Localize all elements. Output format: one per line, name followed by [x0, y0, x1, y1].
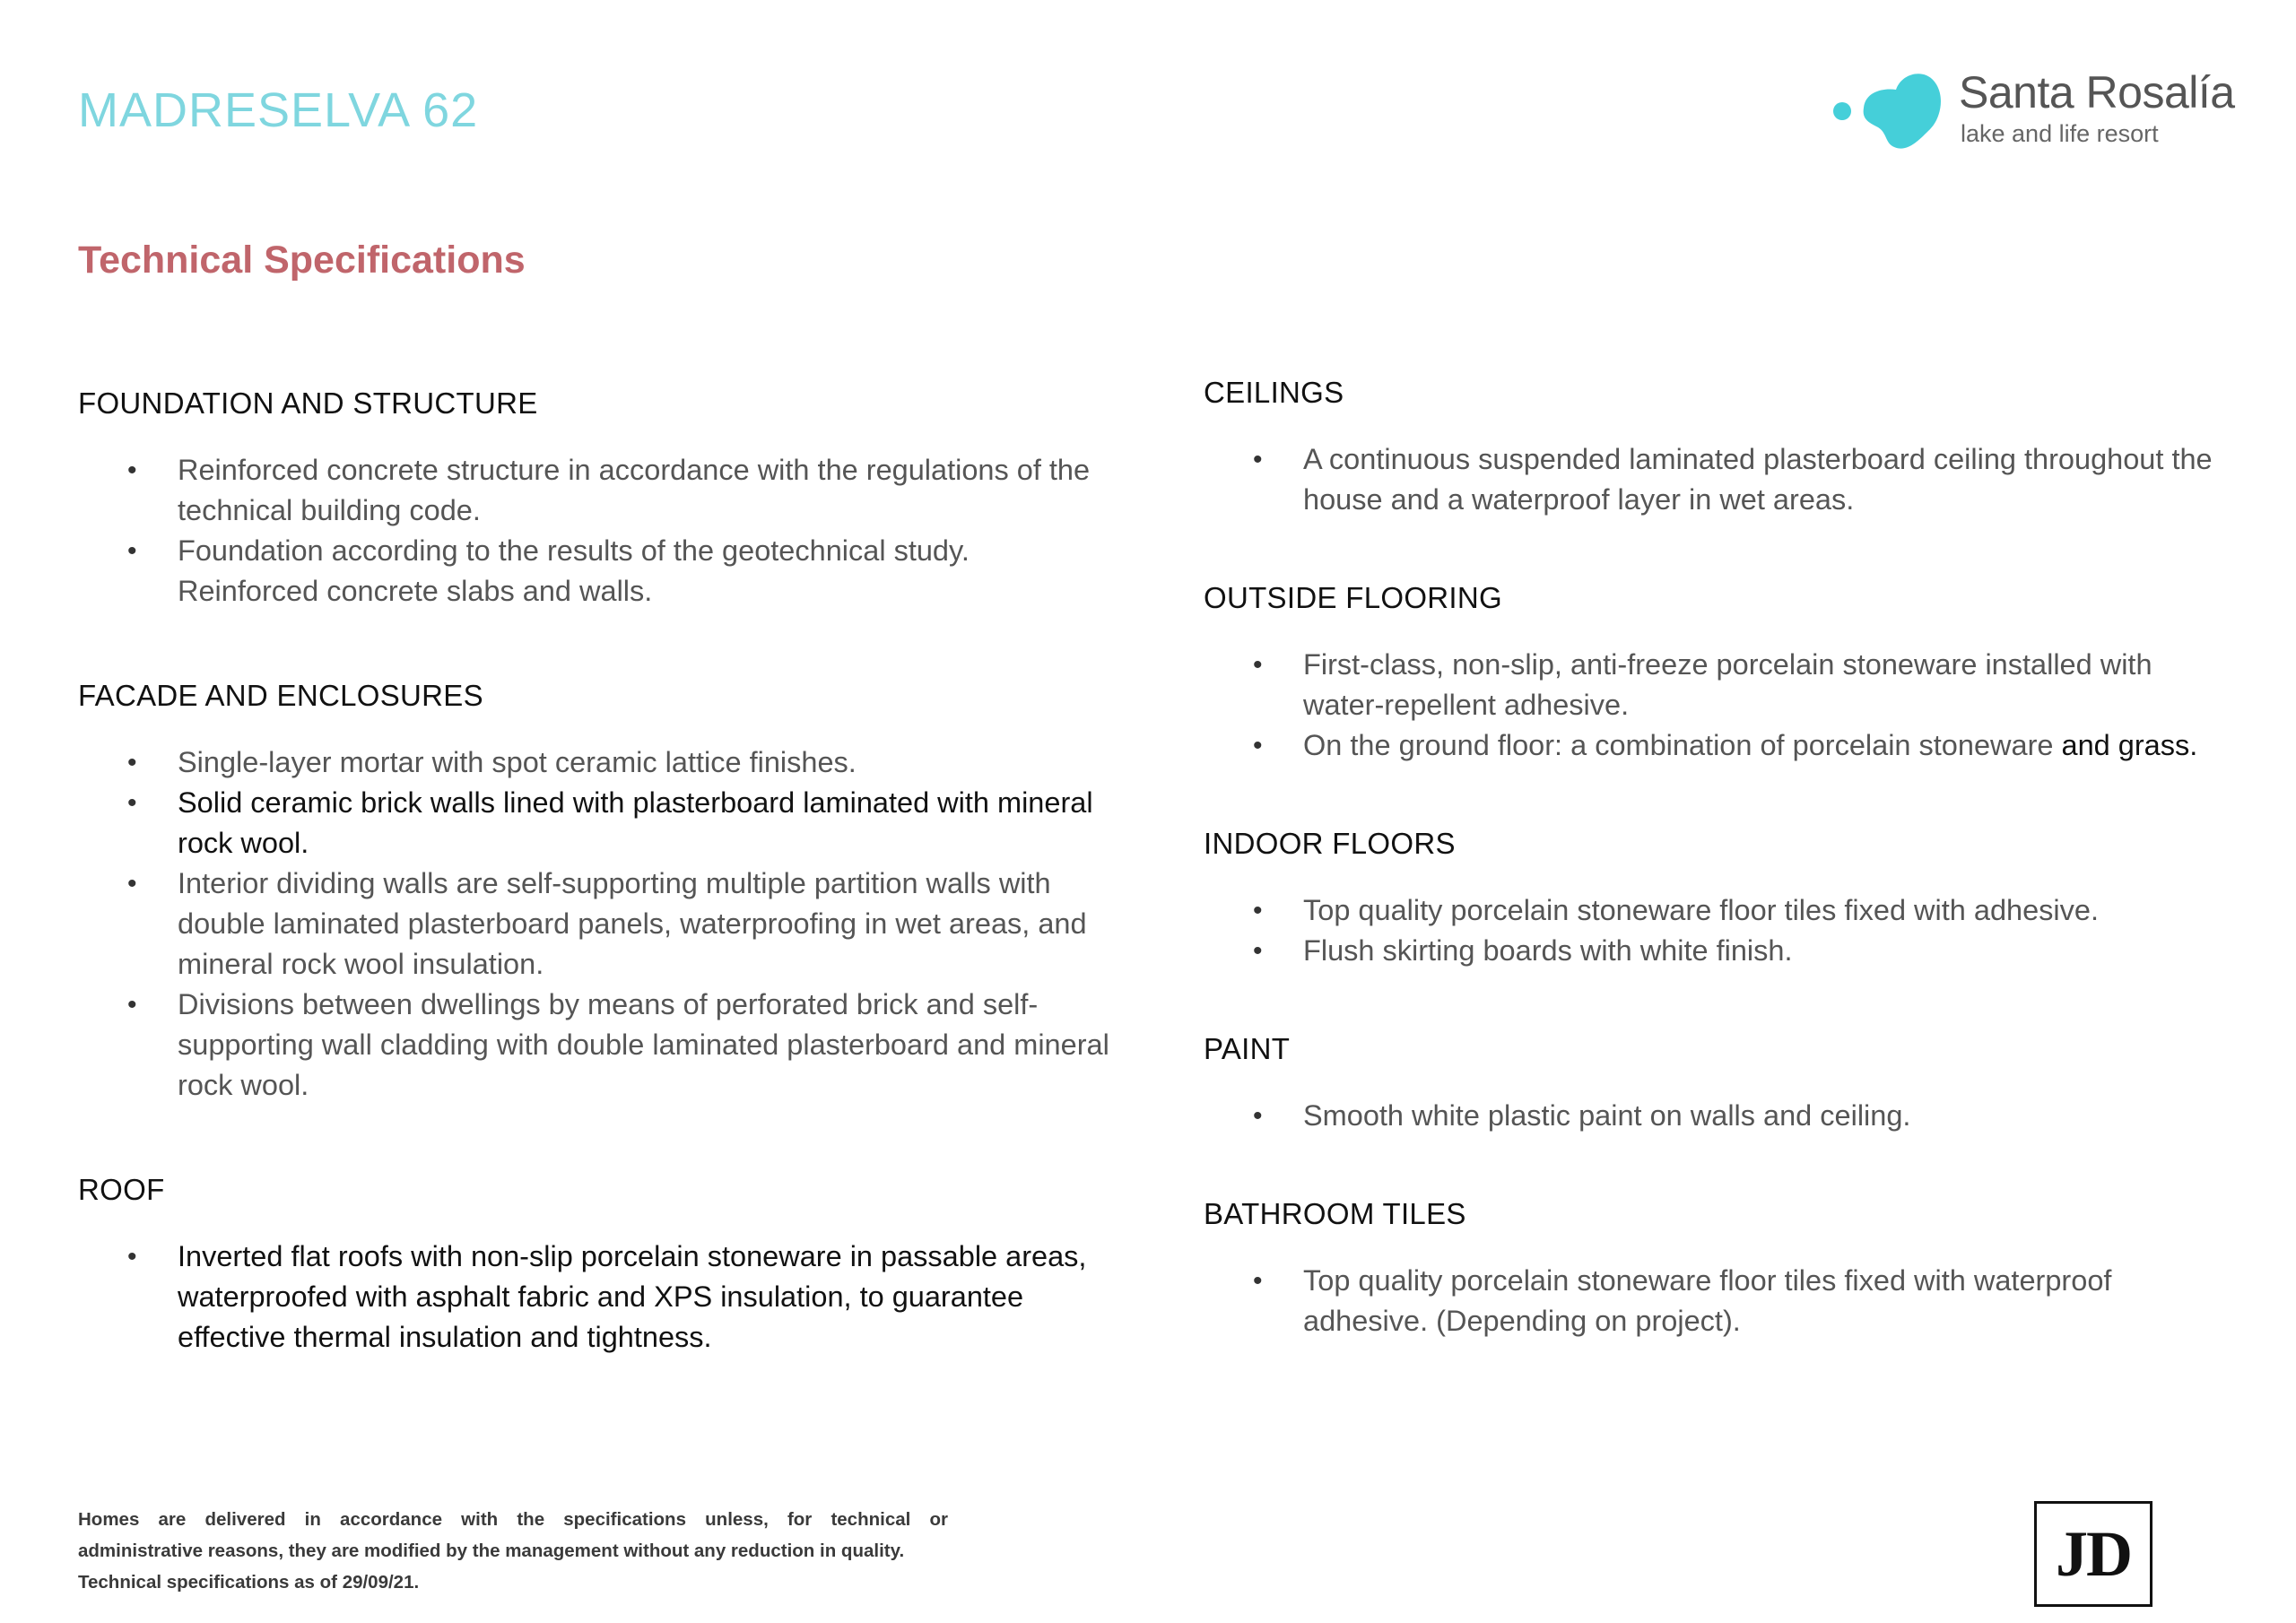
list-item	[1204, 890, 2235, 931]
bullet-icon: •	[1253, 936, 1263, 966]
item-list	[1204, 1261, 2235, 1341]
item-text: Flush skirting boards with white finish.	[1303, 934, 1793, 967]
item-text-tail: and grass.	[2053, 729, 2198, 761]
list-item	[1204, 645, 2235, 725]
bullet-icon: •	[127, 1242, 137, 1271]
list-item	[78, 531, 1109, 612]
page-title: Technical Specifications	[78, 239, 526, 282]
item-list	[78, 1237, 1109, 1358]
item-list	[1204, 1096, 2235, 1136]
item-text: Top quality porcelain stoneware floor tiles fixed with adhesive.	[1303, 894, 2100, 926]
list-item	[78, 742, 1109, 783]
list-item	[78, 450, 1109, 531]
section-paint	[1204, 1029, 2235, 1136]
bullet-icon: •	[1253, 1266, 1263, 1296]
bullet-icon: •	[127, 788, 137, 818]
section-title: CEILINGS	[1204, 376, 1344, 409]
list-item	[78, 783, 1109, 864]
logo-tagline: lake and life resort	[1961, 120, 2159, 147]
item-text: Reinforced concrete structure in accordance with the regulations of the technical building code.	[178, 454, 1091, 526]
list-item	[78, 1237, 1109, 1358]
section-foundation	[78, 384, 1109, 612]
item-text: Smooth white plastic paint on walls and ceiling.	[1303, 1099, 1911, 1132]
bullet-icon: •	[127, 536, 137, 566]
item-list	[78, 450, 1109, 612]
item-list	[1204, 645, 2235, 766]
section-title: PAINT	[1204, 1032, 1291, 1065]
footer-line: administrative reasons, they are modified by the management without any reduction in quality.	[78, 1541, 905, 1561]
project-title: MADRESELVA 62	[78, 83, 479, 137]
signature-stamp: JD	[2034, 1501, 2152, 1607]
section-indoor-floors	[1204, 824, 2235, 971]
item-text: On the ground floor: a combination of porcelain stoneware	[1303, 729, 2054, 761]
list-item	[1204, 725, 2235, 766]
item-list	[78, 742, 1109, 1106]
section-title: OUTSIDE FLOORING	[1204, 581, 1502, 614]
brand-logo	[1828, 65, 2240, 163]
list-item	[1204, 1096, 2235, 1136]
section-outside-flooring	[1204, 578, 2235, 766]
section-title: FACADE AND ENCLOSURES	[78, 679, 483, 712]
bullet-icon: •	[127, 869, 137, 898]
bullet-icon: •	[127, 456, 137, 485]
bullet-icon: •	[1253, 1101, 1263, 1131]
item-text: Interior dividing walls are self-supporting multiple partition walls with double laminated plasterboard panels, waterproofing in wet areas, and mineral rock wool insulation.	[178, 867, 1087, 980]
list-item	[78, 864, 1109, 985]
item-list	[1204, 890, 2235, 971]
bullet-icon: •	[1253, 731, 1263, 760]
bullet-icon: •	[127, 990, 137, 1020]
logo-blob-icon	[1828, 65, 1953, 154]
section-title: ROOF	[78, 1173, 165, 1206]
section-title: FOUNDATION AND STRUCTURE	[78, 386, 538, 420]
item-text: First-class, non-slip, anti-freeze porcelain stoneware installed with water-repellent adhesive.	[1303, 648, 2152, 721]
footer-line: Homes are delivered in accordance with the specifications unless, for technical or	[78, 1509, 948, 1530]
list-item	[1204, 931, 2235, 971]
item-text: Top quality porcelain stoneware floor tiles fixed with waterproof adhesive. (Depending on project).	[1303, 1264, 2112, 1337]
bullet-icon: •	[1253, 650, 1263, 680]
section-facade	[78, 676, 1109, 1106]
item-text: Inverted flat roofs with non-slip porcelain stoneware in passable areas, waterproofed with asphalt fabric and XPS insulation, to guarantee effective thermal insulation and tightness.	[178, 1240, 1087, 1353]
footer-date: Technical specifications as of 29/09/21.	[78, 1572, 420, 1593]
item-list	[1204, 439, 2235, 520]
item-text: Divisions between dwellings by means of perforated brick and self-supporting wall cladding with double laminated plasterboard and mineral rock wool.	[178, 988, 1109, 1101]
bullet-icon: •	[1253, 896, 1263, 925]
left-column	[78, 384, 1109, 1358]
item-text: Single-layer mortar with spot ceramic lattice finishes.	[178, 746, 857, 778]
bullet-icon: •	[127, 748, 137, 777]
list-item	[78, 985, 1109, 1106]
list-item	[1204, 439, 2235, 520]
item-text: Solid ceramic brick walls lined with plasterboard laminated with mineral rock wool.	[178, 786, 1093, 859]
section-title: INDOOR FLOORS	[1204, 827, 1456, 860]
section-title: BATHROOM TILES	[1204, 1197, 1466, 1230]
section-bathroom-tiles	[1204, 1194, 2235, 1341]
right-column	[1204, 373, 2235, 1341]
section-ceilings	[1204, 373, 2235, 520]
item-text: A continuous suspended laminated plasterboard ceiling throughout the house and a waterproof layer in wet areas.	[1303, 443, 2213, 516]
logo-name: Santa Rosalía	[1959, 67, 2235, 117]
list-item	[1204, 1261, 2235, 1341]
section-roof	[78, 1170, 1109, 1358]
item-text: Foundation according to the results of the geotechnical study. Reinforced concrete slabs and walls.	[178, 534, 970, 607]
bullet-icon: •	[1253, 445, 1263, 474]
footer-disclaimer	[78, 1504, 948, 1598]
